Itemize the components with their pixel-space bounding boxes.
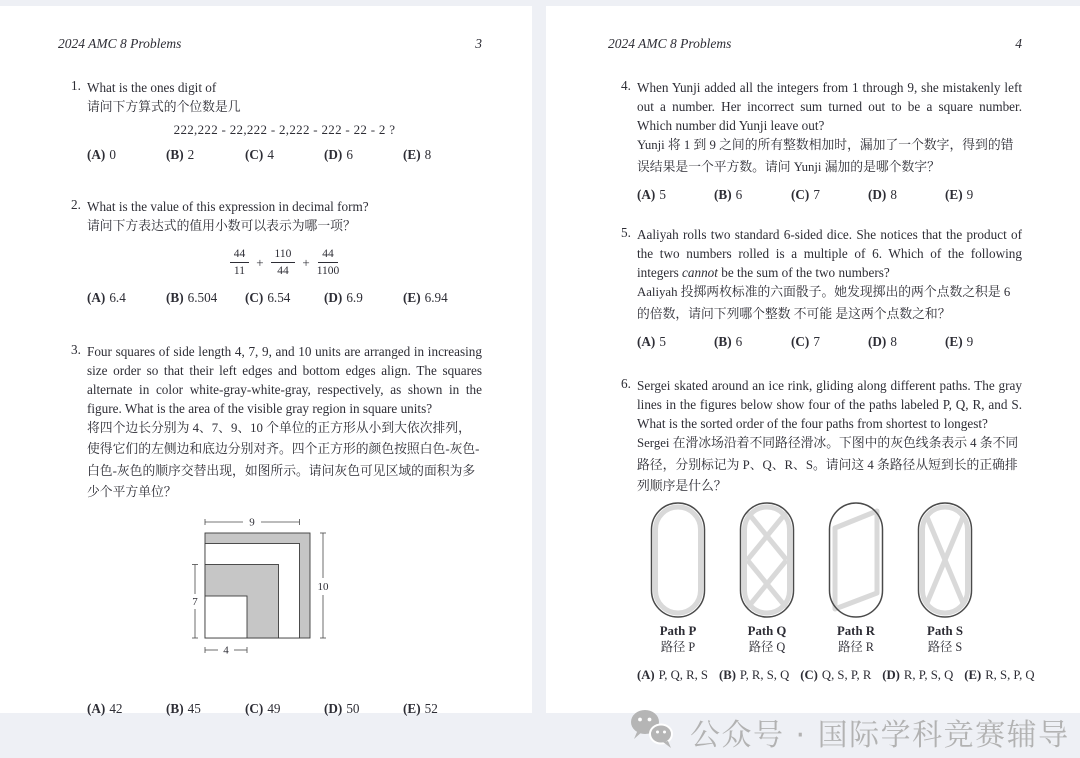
dim-label-9: 9 bbox=[249, 516, 255, 529]
problem-number: 4. bbox=[621, 78, 631, 93]
dim-label-4: 4 bbox=[223, 644, 229, 657]
choice-b: (B) 45 bbox=[166, 700, 201, 716]
answer-choices bbox=[637, 667, 1035, 683]
answer-choices bbox=[637, 334, 1022, 350]
plus-sign: + bbox=[302, 254, 310, 270]
problem-text-en: Four squares of side length 4, 7, 9, and 10 units are arranged in increasing size order so that their left edges and bottom edges align. The squares alternate in color white-gray-white-gray, respectively, as shown in the figure. What is the area of the visible gray region in square units? bbox=[87, 343, 482, 416]
choice-e: (E) 52 bbox=[403, 700, 438, 716]
choice-e: (E) R, S, P, Q bbox=[964, 667, 1035, 682]
problem-text-zh: Sergei 在滑冰场沿着不同路径滑冰。下图中的灰色线条表示 4 条不同路径，分别标记为 P、Q、R、S。请问这 4 条路径从短到长的正确排列顺序是什么？ bbox=[637, 436, 1019, 493]
page-left bbox=[0, 6, 532, 716]
fraction: 44 11 bbox=[230, 247, 250, 279]
problem-text-en: Aaliyah rolls two standard 6-sided dice. She notices that the product of the two numbers rolled is a multiple of 6. Which of the following integers cannot be the sum of the two numbers? bbox=[637, 227, 1022, 280]
choice-b: (B) 6.504 bbox=[166, 289, 218, 305]
nested-squares-figure bbox=[165, 508, 365, 673]
header-title: 2024 AMC 8 Problems bbox=[608, 36, 732, 51]
problem-text-en: Sergei skated around an ice rink, gliding along different paths. The gray lines in the figures below show four of the paths labeled P, Q, R, and S. What is the sorted order of the four paths from shortest to longest? bbox=[637, 378, 1022, 431]
white-square-4 bbox=[205, 596, 247, 638]
problem-number: 5. bbox=[621, 225, 631, 240]
problem-3 bbox=[58, 342, 482, 717]
rink-path-q bbox=[734, 500, 800, 656]
plus-sign: + bbox=[256, 254, 264, 270]
page-header bbox=[58, 36, 482, 52]
problem-4 bbox=[608, 78, 1022, 203]
choice-c: (C) 6.54 bbox=[245, 289, 291, 305]
page-header bbox=[608, 36, 1022, 52]
problem-text-zh: Yunji 将 1 到 9 之间的所有整数相加时，漏加了一个数字，得到的错误结果是一个平方数。请问 Yunji 漏加的是哪个数字？ bbox=[637, 138, 1014, 174]
problem-text-en: What is the ones digit of bbox=[87, 80, 217, 95]
problem-text-en: What is the value of this expression in decimal form? bbox=[87, 198, 369, 214]
problem-text-zh: 请问下方表达式的值用小数可以表示为哪一项？ bbox=[87, 218, 356, 233]
choice-c: (C) 7 bbox=[791, 334, 820, 349]
page-right bbox=[546, 6, 1080, 753]
problem-5 bbox=[608, 225, 1022, 350]
problem-2 bbox=[58, 197, 482, 306]
answer-choices bbox=[637, 187, 1022, 203]
choice-c: (C) Q, S, P, R bbox=[800, 667, 872, 682]
problem-text-zh: 将四个边长分别为 4、7、9、10 个单位的正方形从小到大依次排列，使得它们的左侧边和底边分别对齐。四个正方形的颜色按照白色-灰色-白色-灰色的顺序交替出现，如图所示。请问灰色可见区域的面积为多少个平方单位？ bbox=[87, 420, 480, 500]
choice-a: (A) 5 bbox=[637, 187, 666, 202]
choice-d: (D) 8 bbox=[868, 187, 897, 202]
path-label-en: Path Q bbox=[747, 623, 787, 638]
rink-path-r bbox=[823, 500, 889, 656]
answer-choices bbox=[87, 147, 482, 163]
problem-number: 2. bbox=[71, 196, 81, 212]
page-number: 4 bbox=[1015, 36, 1022, 51]
math-expression: 222,222 - 22,222 - 2,222 - 222 - 22 - 2 ? bbox=[173, 121, 396, 137]
answer-choices bbox=[87, 290, 482, 306]
choice-d: (D) 50 bbox=[324, 700, 360, 716]
fraction: $\frac{110}{44}$ bbox=[271, 247, 296, 279]
answer-choices bbox=[87, 701, 482, 717]
choice-d: (D) R, P, S, Q bbox=[882, 667, 954, 682]
problem-number: 3. bbox=[71, 341, 81, 357]
rink-path-s bbox=[912, 500, 978, 656]
fraction: $\frac{44}{1100}$ bbox=[316, 248, 340, 278]
choice-a: (A) 42 bbox=[87, 700, 123, 716]
choice-e: (E) 9 bbox=[945, 187, 974, 202]
watermark-text: 公众号 · 国际学科竞赛辅导 bbox=[690, 718, 1070, 753]
choice-c: (C) 4 bbox=[245, 146, 274, 162]
dim-label-7: 7 bbox=[192, 595, 198, 608]
path-label-zh: 路径 S bbox=[927, 639, 963, 654]
choice-a: (A) P, Q, R, S bbox=[637, 667, 708, 682]
problem-6 bbox=[608, 376, 1035, 683]
path-label-en: Path S bbox=[927, 623, 963, 638]
choice-a: (A) 5 bbox=[637, 334, 666, 349]
choice-a: (A) 0 bbox=[87, 146, 116, 162]
choice-d: (D) 6.9 bbox=[324, 289, 363, 305]
choice-c: (C) 49 bbox=[245, 700, 281, 716]
path-label-zh: 路径 R bbox=[838, 639, 874, 654]
problem-number: 1. bbox=[71, 78, 81, 93]
choice-b: (B) 6 bbox=[714, 334, 743, 349]
watermark bbox=[628, 707, 1070, 758]
choice-e: (E) 8 bbox=[403, 146, 432, 162]
page-number: 3 bbox=[475, 36, 482, 51]
problem-1 bbox=[58, 78, 482, 163]
path-label-zh: 路径 Q bbox=[748, 639, 786, 654]
choice-b: (B) P, R, S, Q bbox=[719, 667, 790, 682]
math-expression bbox=[87, 247, 482, 279]
path-label-zh: 路径 P bbox=[660, 639, 696, 654]
choice-a: (A) 6.4 bbox=[87, 289, 126, 305]
choice-b: (B) 2 bbox=[166, 146, 195, 162]
choice-c: (C) 7 bbox=[791, 187, 820, 202]
path-label-en: Path R bbox=[836, 623, 876, 638]
problem-text-zh: Aaliyah 投掷两枚标准的六面骰子。她发现掷出的两个点数之积是 6 的倍数，请问下列哪个整数 不可能 是这两个点数之和？ bbox=[637, 285, 1011, 321]
rink-paths-figure bbox=[645, 500, 1022, 656]
problem-text-en: When Yunji added all the integers from 1 through 9, she mistakenly left out a number. Her incorrect sum turned out to be a square number. Which number did Yunji leave out? bbox=[637, 80, 1022, 133]
dim-label-10: 10 bbox=[317, 580, 329, 593]
problem-text-zh: 请问下方算式的个位数是几 bbox=[87, 100, 241, 114]
emphasis-cannot: cannot bbox=[682, 265, 718, 280]
choice-d: (D) 6 bbox=[324, 146, 353, 162]
choice-d: (D) 8 bbox=[868, 334, 897, 349]
choice-e: (E) 9 bbox=[945, 334, 974, 349]
choice-b: (B) 6 bbox=[714, 187, 743, 202]
problem-number: 6. bbox=[621, 376, 631, 391]
path-label-en: Path P bbox=[659, 623, 697, 638]
rink-path-p bbox=[645, 500, 711, 656]
header-title: 2024 AMC 8 Problems bbox=[58, 36, 182, 51]
wechat-icon bbox=[628, 707, 676, 758]
choice-e: (E) 6.94 bbox=[403, 289, 448, 305]
